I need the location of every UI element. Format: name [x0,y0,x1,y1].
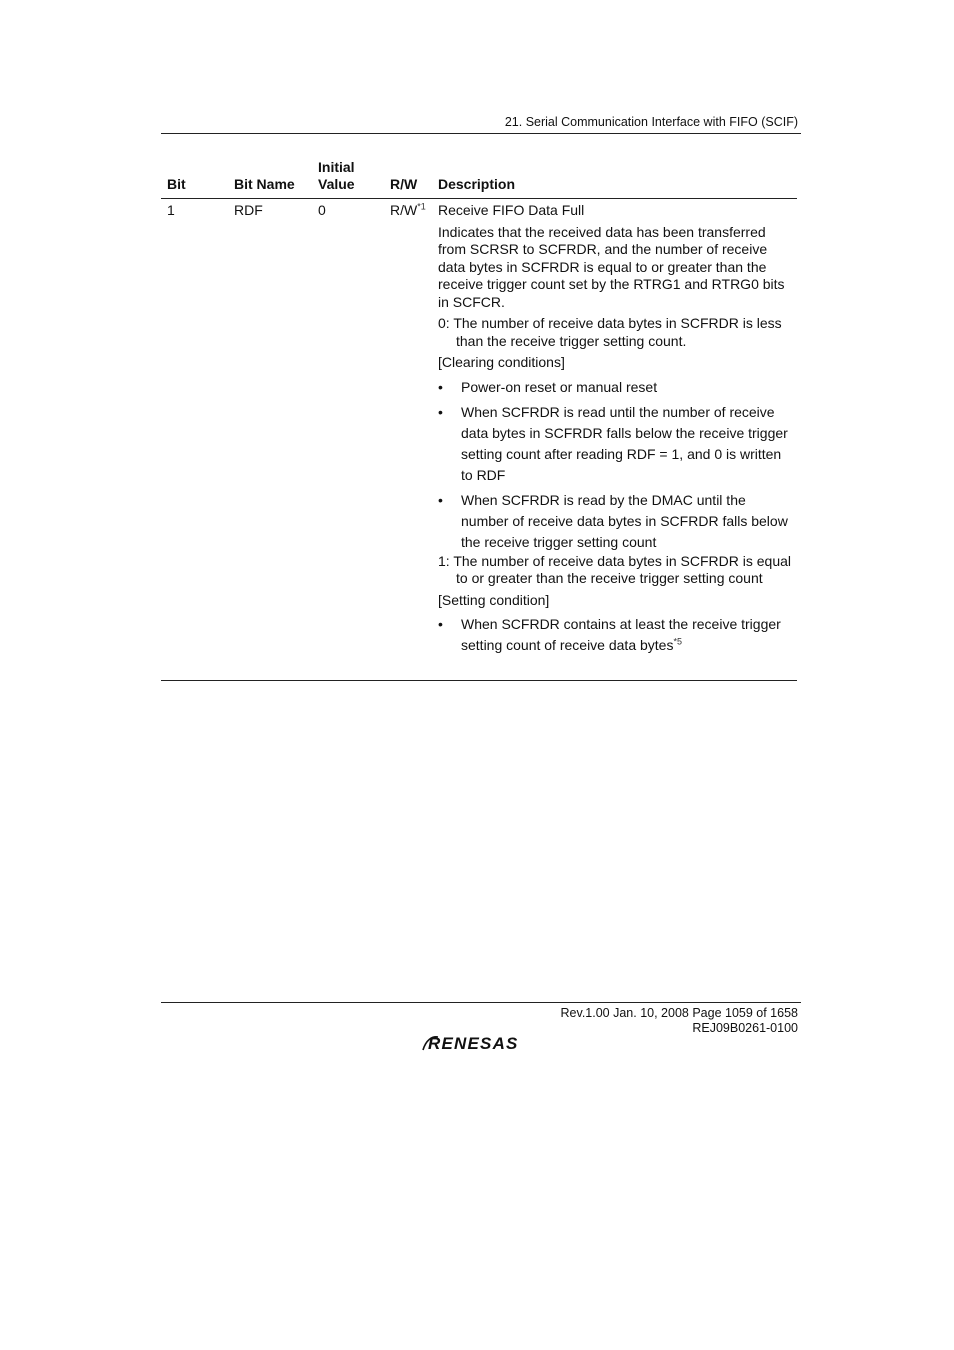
cell-rw [390,202,426,219]
column-header-bit-name: Bit Name [234,176,295,192]
cell-bit-name: RDF [234,202,263,218]
rw-footnote-ref: *1 [417,201,426,212]
table-header-rule [161,198,797,199]
column-header-bit: Bit [167,176,186,192]
setting-condition-item: • When SCFRDR contains at least the receive trigger setting count of receive data bytes$^{*5}$ [438,616,781,653]
description-title: Receive FIFO Data Full [438,202,585,218]
table-bottom-rule [161,680,797,681]
cell-description [438,202,796,656]
column-header-initial-value: Initial Value [318,159,355,192]
cell-bit: 1 [167,202,175,218]
column-header-description: Description [438,176,516,192]
setting-footnote-ref: *5 [673,636,682,647]
description-intro: Indicates that the received data has been transferred from SCRSR to SCFRDR, and the number of receive data bytes in SCFRDR is equal to or greater than the receive trigger count set by the RTRG1 and RTRG0 bits in SCFCR. [438,223,785,310]
clearing-condition-item: • When SCFRDR is read until the number of receive data bytes in SCFRDR falls below the receive trigger setting count after reading RDF = 1, and 0 is written to RDF [438,403,788,483]
renesas-logo-icon [420,1031,542,1055]
bullet-icon: • [438,491,443,508]
logo-text: RENESAS [428,1034,519,1053]
clearing-condition-item: • Power-on reset or manual reset [438,377,796,398]
document-id: REJ09B0261-0100 [692,1021,798,1035]
description-value-1: 1: The number of receive data bytes in SCFRDR is equal to or greater than the receive trigger setting count [438,552,792,586]
bullet-icon: • [438,378,443,395]
rw-value: R/W [390,202,418,218]
bullet-icon: • [438,616,443,632]
bullet-icon: • [438,403,443,420]
renesas-logo [420,1031,542,1060]
clearing-condition-item: • When SCFRDR is read by the DMAC until the number of receive data bytes in SCFRDR falls below the receive trigger setting count [438,491,788,550]
footer-revision [561,1006,798,1036]
clearing-conditions-heading: [Clearing conditions] [438,354,565,370]
description-value-0: 0: The number of receive data bytes in SCFRDR is less than the receive trigger setting count. [438,315,782,349]
setting-condition-heading: [Setting condition] [438,591,550,608]
cell-initial-value: 0 [318,202,326,218]
running-header: 21. Serial Communication Interface with FIFO (SCIF) [504,115,798,129]
column-header-rw: R/W [390,176,418,192]
header-rule [161,133,801,134]
footer-rule [161,1002,801,1003]
revision-line: Rev.1.00 Jan. 10, 2008 Page 1059 of 1658 [560,1006,798,1020]
